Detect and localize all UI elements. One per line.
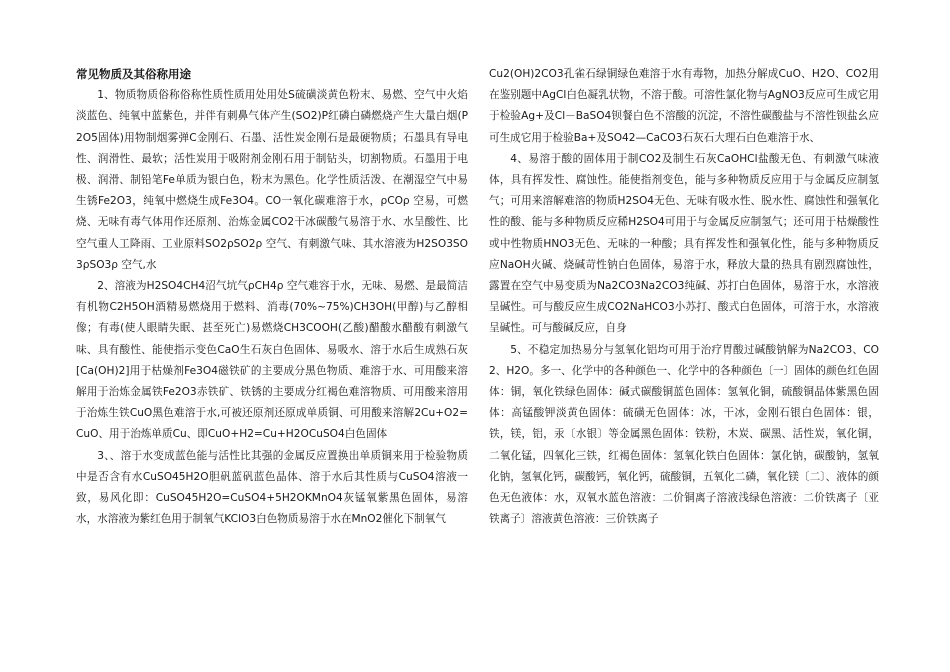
paragraph-1: 1、物质物质俗称俗称性质性质用处用处S硫磺淡黄色粉末、易燃、空气中火焰淡蓝色、纯氧中蓝紫色，并伴有刺鼻气体产生(SO2)P红磷白磷燃烧产生大量白烟(P2O5固体)用物制烟雾弹C金刚石、石墨、活性炭金刚石是最硬物质；石墨具有导电性、润滑性、最软；活性炭用于吸附剂金刚石用于制钻头，切割物质。石墨用于电极、润滑、制铅笔Fe单质为银白色，粉末为黑色。化学性质活泼、在潮湿空气中易生锈Fe2O3，纯氧中燃烧生成Fe3O4。CO一氧化碳难溶于水，ρCOρ 空易，可燃烧、无味有毒气体用作还原剂、治炼金属CO2干冰碳酸气易溶于水、水呈酸性、比空气重人工降雨、工业原料SO2ρSO2ρ 空气、有刺激气味、其水溶液为H2SO3SO3ρSO3ρ 空气,水 bbox=[76, 89, 468, 271]
paragraph-3: 3、、溶于水变成蓝色能与活性比其强的金属反应置换出单质铜来用于检验物质中是否含有水CuSO45H2O胆矾蓝矾蓝色晶体、溶于水后其性质与CuSO4溶液一致，易风化即：CuSO45H2O=CuSO4+5H2OKMnO4灰锰氧紫黑色固体，易溶水，水溶液为紫红色用于制氧气KClO3白色物质易溶于水在MnO2催化下制氧气 bbox=[76, 449, 468, 526]
paragraph-2: 2、溶液为H2SO4CH4沼气坑气ρCH4ρ 空气难容于水，无味、易燃、是最简洁有机物C2H5OH酒精易燃烧用于燃料、消毒(70%~75%)CH3OH(甲醇)与乙醇相像；有毒(使人眼睛失眠、甚至死亡)易燃烧CH3COOH(乙酸)醋酸水醋酸有刺激气味、具有酸性、能使指示变色CaO生石灰白色固体、易吸水、溶于水后生成熟石灰[Ca(OH)2]用于枯燥剂Fe3O4磁铁矿的主要成分黑色物质、难溶于水、可用酸来溶解用于治炼金属铁Fe2O3赤铁矿、铁锈的主要成分红褐色难溶物质、可用酸来溶用于治炼生铁CuO黑色难溶于水,可被还原剂还原成单质铜、可用酸来溶解2Cu+O2=CuO、用于治炼单质Cu、即CuO+H2=Cu+H2OCuSO4白色固体 bbox=[76, 280, 468, 441]
paragraph-5: 5、不稳定加热易分与氢氧化铝均可用于治疗胃酸过碱酸钠解为Na2CO3、CO2、H2O。多一、化学中的各种颜色一、化学中的各种颜色〔一〕固体的颜色红色固体：铜，氧化铁绿色固体：碱式碳酸铜蓝色固体：氢氧化铜，硫酸铜晶体紫黑色固体：高锰酸钾淡黄色固体：硫磺无色固体：冰，干冰，金刚石银白色固体：银，铁，镁，铝，汞〔水银〕等金属黑色固体：铁粉，木炭、碳黑、活性炭，氧化铜，二氧化锰，四氧化三铁，红褐色固体：氢氧化铁白色固体：氯化钠，碳酸钠，氢氧化钠，氢氧化钙，碳酸钙，氧化钙，硫酸铜，五氧化二磷，氧化镁〔二〕、液体的颜色无色液体：水，双氧水蓝色溶液：二价铜离子溶液浅绿色溶液：二价铁离子〔亚铁离子〕溶液黄色溶液：三价铁离子 bbox=[489, 343, 879, 526]
paragraph-4: 4、易溶于酸的固体用于制CO2及制生石灰CaOHCl盐酸无色、有刺激气味液体，具有挥发性、腐蚀性。能使指剂变色，能与多种物质反应用于与金属反应制氢气；可用来溶解难溶的物质H2SO4无色、无味有吸水性、脱水性、腐蚀性和强氧化性的酸、能与多种物质反应稀H2SO4可用于与金属反应制氢气；还可用于枯燥酸性或中性物质HNO3无色、无味的一种酸；具有挥发性和强氧化性，能与多种物质反应NaOH火碱、烧碱苛性钠白色固体，易溶于水，释放大量的热具有剧烈腐蚀性，露置在空气中易变质为Na2CO3Na2CO3纯碱、苏打白色固体，易溶于水，水溶液呈碱性。可与酸反应生成CO2NaHCO3小苏打、酸式白色固体，可溶于水，水溶液呈碱性。可与酸碱反应，自身 bbox=[489, 152, 879, 335]
right-column bbox=[489, 64, 879, 530]
paragraph-3-continued: Cu2(OH)2CO3孔雀石绿铜绿色难溶于水有毒物，加热分解成CuO、H2O、CO2用在鉴别题中AgCl白色凝乳状物，不溶于酸。可溶性氯化物与AgNO3反应可生成它用于检验Ag+及Cl－BaSO4钡餐白色不溶酸的沉淀，不溶性碳酸盐与不溶性钡盐幺应可生成它用于检验Ba+及SO42—CaCO3石灰石大理石白色难溶于水、 bbox=[489, 68, 879, 144]
document-title: 常见物质及其俗称用途 bbox=[76, 67, 191, 81]
left-column bbox=[76, 64, 468, 530]
